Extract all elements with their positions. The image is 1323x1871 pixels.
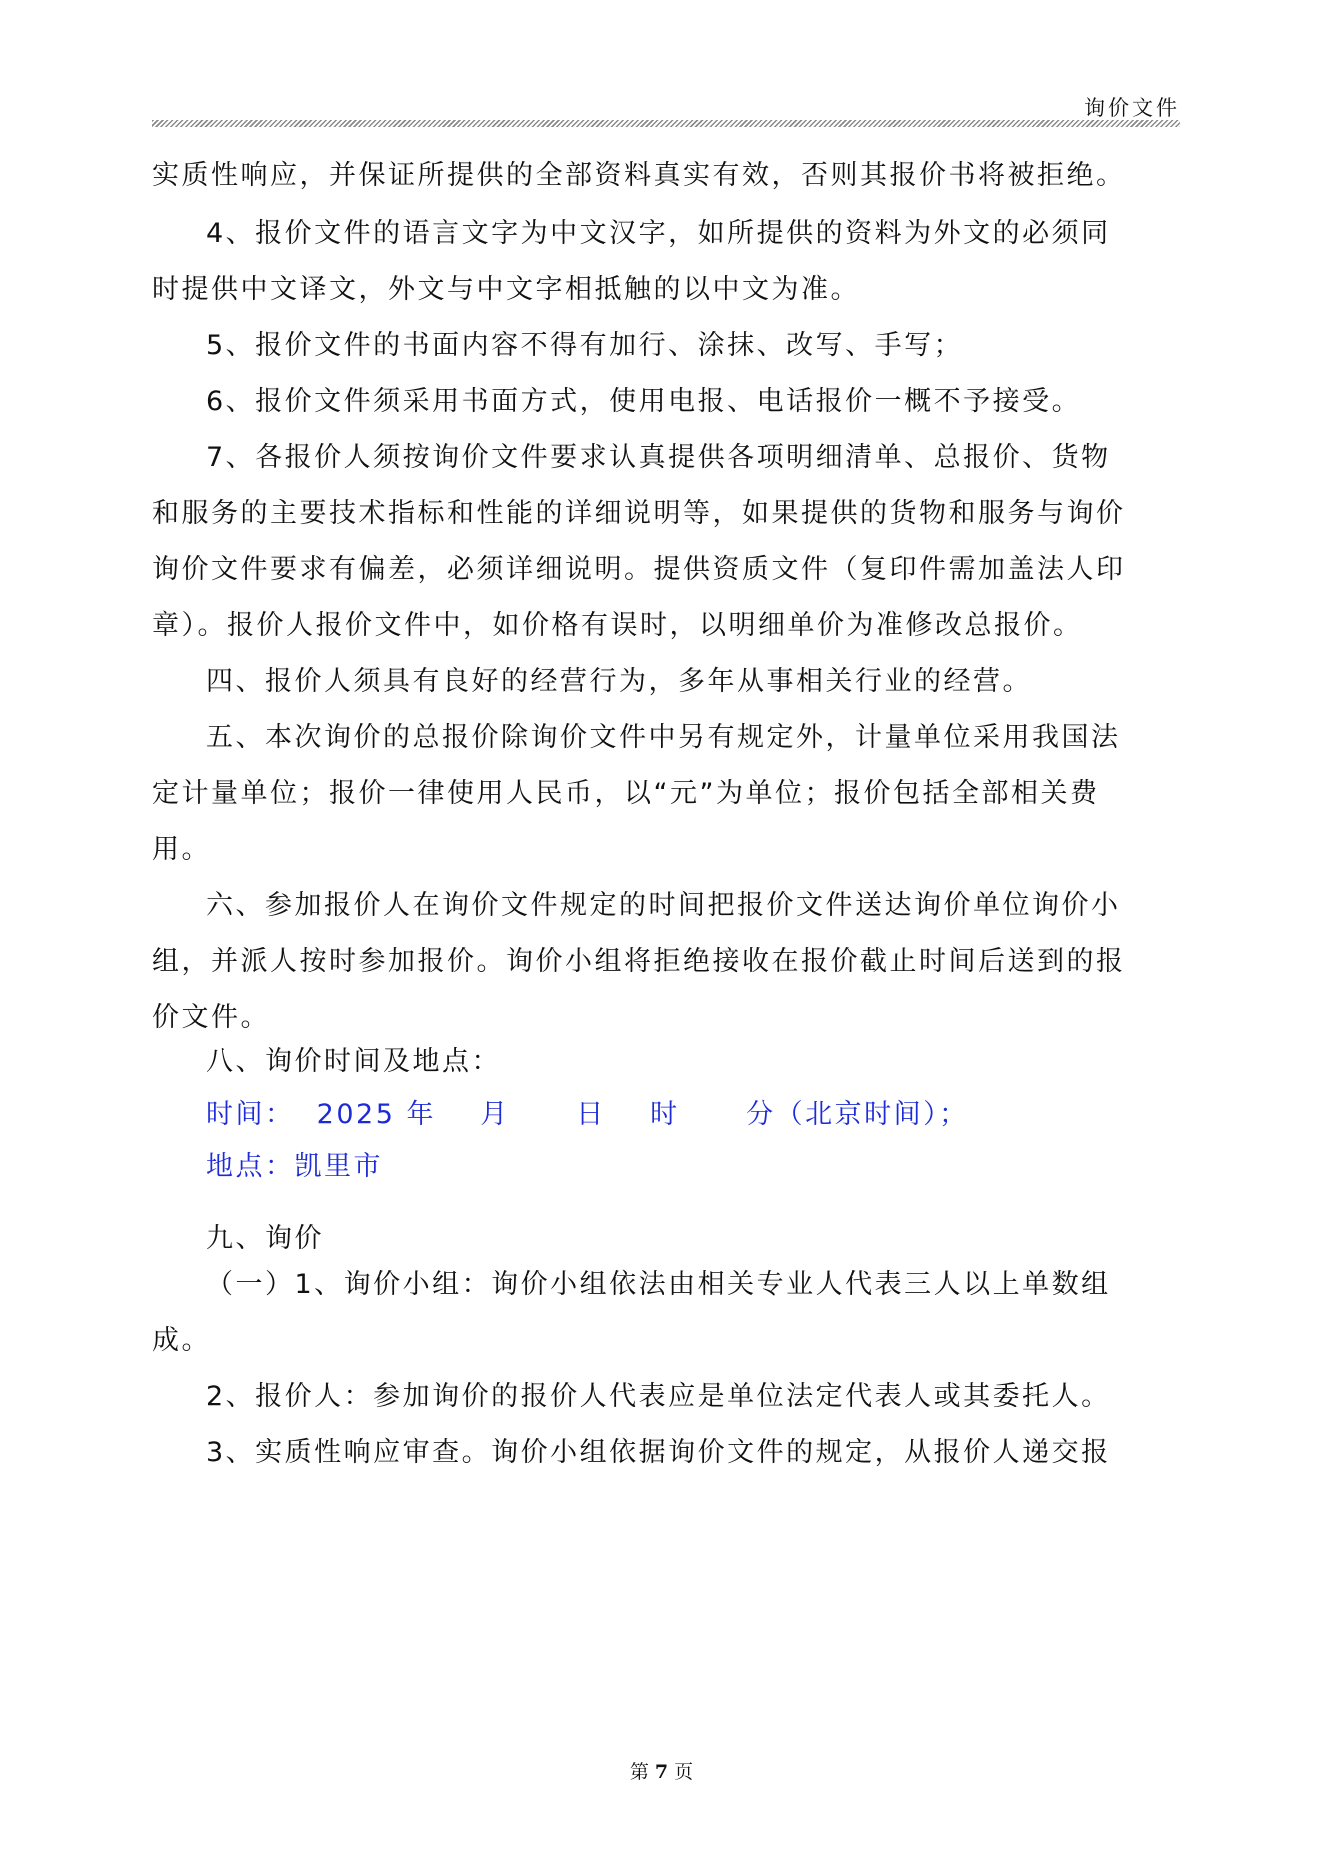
time-line: 时间： 2025 年 月 日 时 分（北京时间）；	[206, 1099, 969, 1130]
body-line: 询价文件要求有偏差，必须详细说明。提供资质文件（复印件需加盖法人印	[152, 554, 1126, 585]
body-line: 组，并派人按时参加报价。询价小组将拒绝接收在报价截止时间后送到的报	[152, 946, 1126, 977]
header-rule	[152, 120, 1180, 127]
body-line: 四、报价人须具有良好的经营行为，多年从事相关行业的经营。	[206, 666, 1032, 697]
body-line: 7、各报价人须按询价文件要求认真提供各项明细清单、总报价、货物	[206, 442, 1111, 473]
body-line: 实质性响应，并保证所提供的全部资料真实有效，否则其报价书将被拒绝。	[152, 160, 1126, 191]
body-line: 成。	[152, 1325, 211, 1356]
body-line: 价文件。	[152, 1002, 270, 1033]
body-line: 章）。报价人报价文件中，如价格有误时，以明细单价为准修改总报价。	[152, 610, 1083, 641]
location-line: 地点：凯里市	[206, 1151, 383, 1182]
body-line: 4、报价文件的语言文字为中文汉字，如所提供的资料为外文的必须同	[206, 218, 1111, 249]
page-header-title: 询价文件	[1084, 96, 1180, 120]
body-line: 6、报价文件须采用书面方式，使用电报、电话报价一概不予接受。	[206, 386, 1082, 417]
body-line: 六、参加报价人在询价文件规定的时间把报价文件送达询价单位询价小	[206, 890, 1121, 921]
body-line: 五、本次询价的总报价除询价文件中另有规定外，计量单位采用我国法	[206, 722, 1121, 753]
body-line: （一）1、询价小组：询价小组依法由相关专业人代表三人以上单数组	[206, 1269, 1111, 1300]
body-line: 八、询价时间及地点：	[206, 1046, 501, 1077]
body-line: 用。	[152, 834, 211, 865]
body-line: 时提供中文译文，外文与中文字相抵触的以中文为准。	[152, 274, 860, 305]
footer-prefix: 第	[629, 1761, 649, 1783]
body-line: 九、询价	[206, 1223, 324, 1254]
page-number: 7	[654, 1761, 669, 1783]
body-line: 2、报价人：参加询价的报价人代表应是单位法定代表人或其委托人。	[206, 1381, 1111, 1412]
body-line: 5、报价文件的书面内容不得有加行、涂抹、改写、手写；	[206, 330, 964, 361]
footer-suffix: 页	[674, 1761, 694, 1783]
body-line: 3、实质性响应审查。询价小组依据询价文件的规定，从报价人递交报	[206, 1437, 1111, 1468]
page-footer	[0, 1757, 1323, 1784]
body-line: 定计量单位；报价一律使用人民币，以“元”为单位；报价包括全部相关费	[152, 778, 1100, 809]
body-line: 和服务的主要技术指标和性能的详细说明等，如果提供的货物和服务与询价	[152, 498, 1126, 529]
